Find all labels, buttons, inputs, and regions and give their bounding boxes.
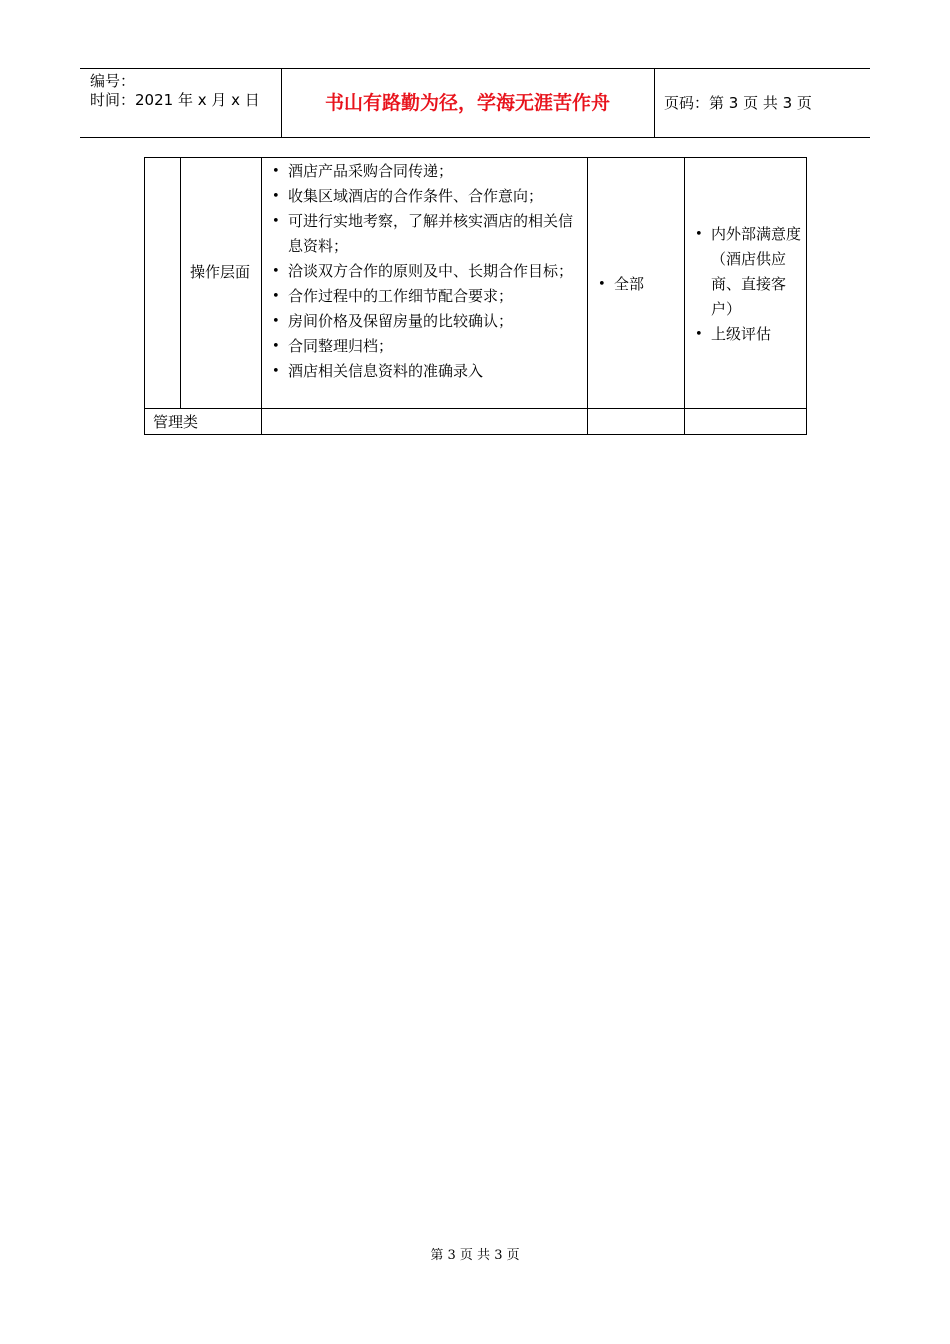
bullet-icon: •	[272, 164, 280, 179]
header-right-cell	[654, 69, 870, 137]
list-item-text: 上级评估	[711, 325, 772, 343]
list-item	[267, 184, 581, 209]
header-page-info: 页码：第 3 页 共 3 页	[664, 94, 812, 112]
list-item	[267, 309, 581, 334]
bullet-icon: •	[272, 214, 280, 229]
scope-cell	[593, 272, 681, 297]
page-footer: 第 3 页 共 3 页	[430, 1248, 520, 1263]
list-item-text: 酒店产品采购合同传递；	[288, 162, 454, 180]
list-item-text: 可进行实地考察，了解并核实酒店的相关信息资料；	[288, 212, 574, 255]
list-item-text: 酒店相关信息资料的准确录入	[288, 362, 484, 380]
operation-layer-label: 操作层面	[190, 263, 251, 281]
duties-cell	[267, 159, 581, 384]
document-number-label: 编号：	[90, 72, 136, 90]
bullet-icon: •	[272, 189, 280, 204]
list-item-text: 洽谈双方合作的原则及中、长期合作目标；	[288, 262, 574, 280]
grid-line	[587, 158, 588, 435]
list-item-text: 合同整理归档；	[288, 337, 394, 355]
grid-line	[180, 158, 181, 408]
list-item	[593, 272, 681, 297]
bullet-icon: •	[695, 227, 703, 242]
management-row-label: 管理类	[153, 413, 199, 431]
document-date-label: 时间：2021 年 x 月 x 日	[90, 91, 260, 109]
scope-list	[593, 272, 681, 297]
grid-line	[261, 158, 262, 435]
header-motto: 书山有路勤为径，学海无涯苦作舟	[324, 92, 610, 114]
bullet-icon: •	[272, 339, 280, 354]
list-item	[267, 259, 581, 284]
bullet-icon: •	[272, 314, 280, 329]
header-left-cell	[80, 69, 282, 137]
header-motto-cell	[281, 69, 655, 137]
evaluation-list	[690, 222, 802, 347]
list-item	[267, 334, 581, 359]
list-item	[267, 209, 581, 259]
bullet-icon: •	[695, 327, 703, 342]
list-item	[690, 222, 802, 322]
list-item-text: 收集区域酒店的合作条件、合作意向；	[288, 187, 544, 205]
duty-table	[144, 157, 807, 435]
list-item-text: 房间价格及保留房量的比较确认；	[288, 312, 514, 330]
bullet-icon: •	[272, 289, 280, 304]
list-item-text: 内外部满意度（酒店供应商、直接客户）	[711, 225, 802, 318]
list-item	[690, 322, 802, 347]
page-header	[80, 68, 870, 138]
grid-line	[684, 158, 685, 435]
list-item-text: 全部	[614, 275, 645, 293]
bullet-icon: •	[598, 277, 606, 292]
duties-list	[267, 159, 581, 384]
grid-line	[145, 408, 807, 409]
bullet-icon: •	[272, 364, 280, 379]
list-item	[267, 359, 581, 384]
list-item	[267, 159, 581, 184]
list-item	[267, 284, 581, 309]
evaluation-cell	[690, 222, 802, 347]
bullet-icon: •	[272, 264, 280, 279]
list-item-text: 合作过程中的工作细节配合要求；	[288, 287, 514, 305]
